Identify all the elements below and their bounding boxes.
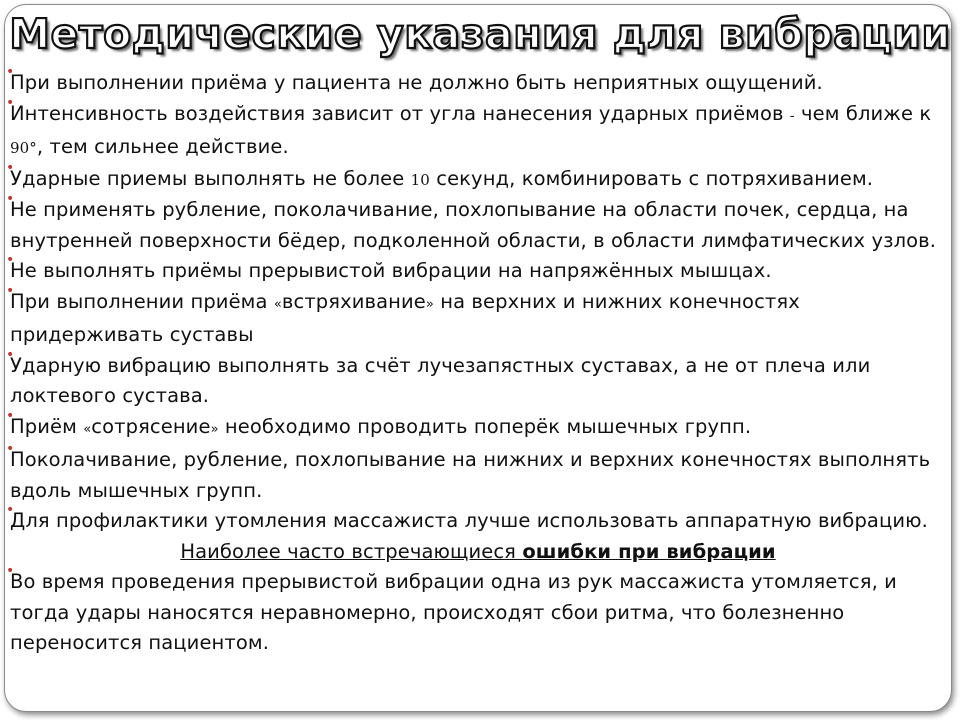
slide-title: Методические указания для вибрации (9, 10, 951, 58)
item-text: Не применять рубление, поколачивание, похлопывание на области почек, сердца, на внутренней поверхности бёдер, подколенной области, в области лимфатических узлов. (10, 198, 937, 252)
item-text: секунд, комбинировать с потряхиванием. (429, 166, 874, 190)
bullet-icon: • (6, 94, 15, 111)
list-item (6, 346, 946, 412)
quoted-word: встряхивание (281, 289, 426, 313)
bullet-icon: • (6, 64, 15, 80)
list-item (6, 407, 946, 446)
seconds-value: 10 (410, 170, 430, 189)
list-item (6, 94, 946, 164)
dash-mark: - (789, 108, 795, 124)
bullet-icon: • (6, 502, 15, 518)
item-text: Во время проведения прерывистой вибрации одна из рук массажиста утомляется, и тогда удары наносятся неравномерно, происходят сбои ритма, что болезненно переносится пациентом. (10, 570, 897, 654)
bullet-icon: • (6, 441, 15, 457)
errors-heading-bold: ошибки при вибрации (522, 539, 776, 563)
item-text: Для профилактики утомления массажиста лучше использовать аппаратную вибрацию. (10, 509, 928, 532)
item-text: При выполнении приёма у пациента не должно быть неприятных ощущений. (10, 71, 823, 94)
bullet-icon: • (6, 159, 15, 176)
list-item (6, 441, 946, 506)
slide-content (6, 64, 946, 659)
item-text: чем ближе к (794, 101, 932, 125)
item-text: Интенсивность воздействия зависит от угла нанесения ударных приёмов (10, 101, 790, 125)
item-text: Ударные приемы выполнять не более (10, 166, 411, 190)
quoted-word: сотрясение (91, 414, 211, 438)
list-item (6, 159, 946, 196)
bullet-icon: • (6, 407, 15, 424)
item-text: Приём (10, 414, 84, 438)
item-text: При выполнении приёма (10, 289, 274, 313)
bullet-icon: • (6, 346, 15, 363)
quote-close: » (425, 296, 434, 312)
errors-heading-plain: Наиболее часто встречающиеся (180, 539, 523, 563)
errors-heading (10, 537, 946, 568)
item-text: на верхних и нижних конечностях придерживать суставы (10, 289, 800, 346)
list-item (6, 502, 946, 537)
bullet-icon: • (6, 191, 15, 207)
quote-open: « (83, 421, 92, 437)
list-item (6, 191, 946, 256)
item-text: Не выполнять приёмы прерывистой вибрации на напряжённых мышцах. (10, 259, 772, 282)
bullet-icon: • (6, 282, 15, 299)
angle-value: 90° (10, 139, 37, 157)
item-text: , тем сильнее действие. (36, 135, 289, 158)
item-text: необходимо проводить поперёк мышечных групп. (218, 414, 752, 438)
item-text: Поколачивание, рубление, похлопывание на нижних и верхних конечностях выполнять вдоль мышечных групп. (10, 448, 931, 502)
quote-close: » (210, 421, 219, 437)
bullet-icon: • (6, 563, 15, 579)
list-item (6, 282, 946, 351)
list-item (6, 64, 946, 99)
list-item (6, 563, 946, 659)
list-item (6, 252, 946, 287)
bullet-icon: • (6, 252, 15, 268)
quote-open: « (273, 296, 282, 312)
item-text: Ударную вибрацию выполнять за счёт лучезапястных суставах, а не от плеча или локтевого сустава. (10, 353, 871, 407)
